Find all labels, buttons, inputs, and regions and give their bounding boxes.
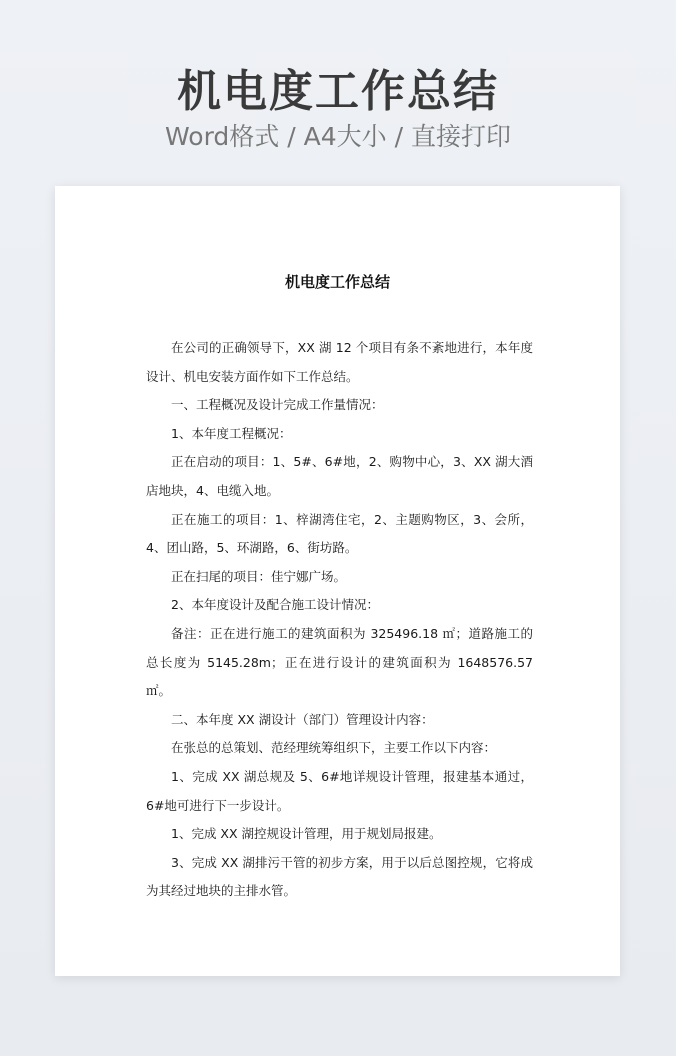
paragraph-work-intro: 在张总的总策划、范经理统筹组织下，主要工作以下内容： xyxy=(171,740,497,756)
document-body xyxy=(146,334,537,906)
document-title: 机电度工作总结 xyxy=(284,273,390,291)
list-item: 1、完成 XX 湖控规设计管理，用于规划局报建。 xyxy=(171,826,442,842)
paragraph-remarks: 备注：正在进行施工的建筑面积为 325496.18 ㎡；道路施工的总长度为 5145.28m；正在进行设计的建筑面积为 1648576.57 ㎡。 xyxy=(146,625,537,699)
list-item: 1、完成 XX 湖总规及 5、6#地详规设计管理，报建基本通过，6#地可进行下一步设计。 xyxy=(146,768,533,813)
section-heading-1: 一、工程概况及设计完成工作量情况： xyxy=(171,397,384,413)
list-item: 3、完成 XX 湖排污干管的初步方案，用于以后总图控规，它将成为其经过地块的主排水管。 xyxy=(146,854,533,899)
paragraph-intro: 在公司的正确领导下，XX 湖 12 个项目有条不紊地进行，本年度设计、机电安装方面作如下工作总结。 xyxy=(146,340,533,384)
section-heading-2: 二、本年度 XX 湖设计（部门）管理设计内容： xyxy=(171,711,434,727)
paragraph-finishing-projects: 正在扫尾的项目：佳宁娜广场。 xyxy=(171,568,347,584)
subsection-heading-1-2: 2、本年度设计及配合施工设计情况： xyxy=(171,597,379,613)
page-title: 机电度工作总结 xyxy=(177,66,499,117)
paragraph-construction-projects: 正在施工的项目：1、梓湖湾住宅，2、主题购物区，3、会所，4、团山路，5、环湖路，6、街坊路。 xyxy=(146,511,533,556)
document-page xyxy=(55,186,620,976)
paragraph-starting-projects: 正在启动的项目：1、5#、6#地，2、购物中心，3、XX 湖大酒店地块，4、电缆入地。 xyxy=(146,454,534,498)
subsection-heading-1-1: 1、本年度工程概况： xyxy=(171,425,292,441)
page-subtitle: Word格式 / A4大小 / 直接打印 xyxy=(165,122,511,151)
